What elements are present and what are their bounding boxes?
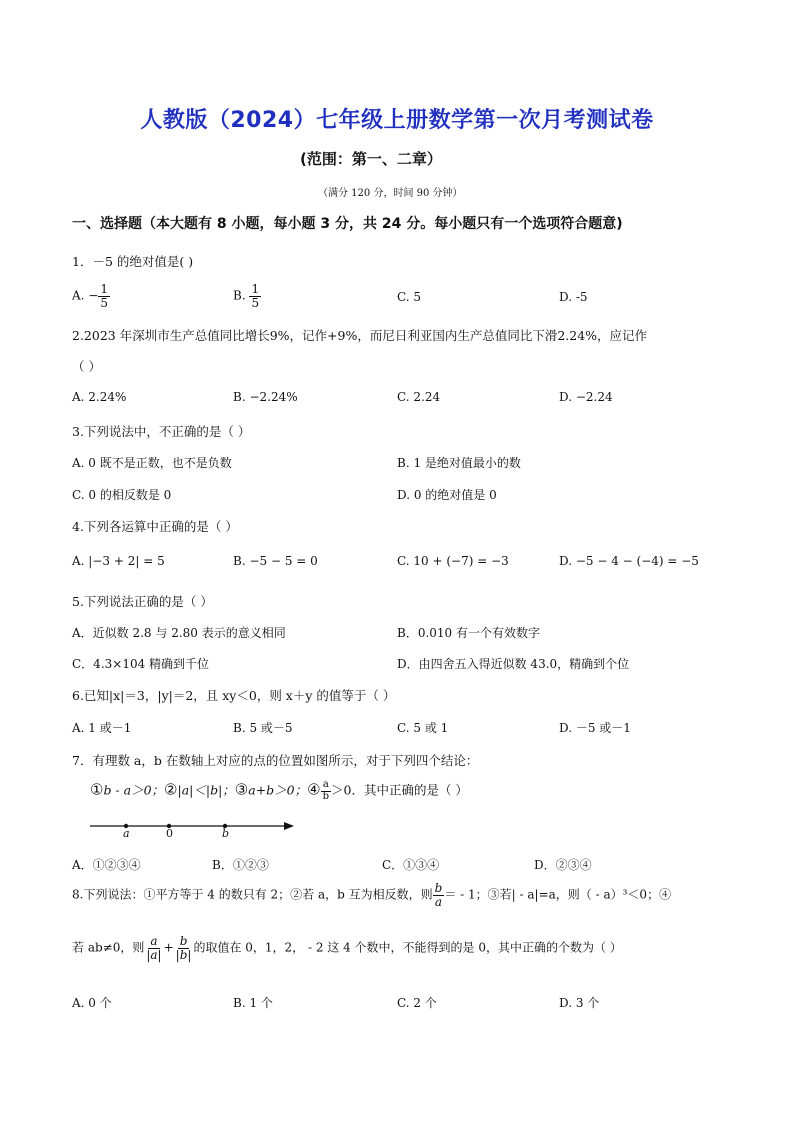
question-1-option-a	[72, 283, 110, 309]
fraction	[144, 935, 163, 961]
numerator: a	[150, 934, 158, 948]
question-8-option-d: D. 3 个	[559, 996, 600, 1010]
conclusion-1: b - a＞0；	[103, 782, 165, 798]
number-line-figure	[88, 815, 303, 845]
fraction	[174, 935, 194, 961]
question-2-option-a: A. 2.24%	[72, 390, 127, 404]
label-a: a	[123, 827, 130, 840]
arrow-head-icon	[284, 822, 294, 830]
conclusion-4: ＞0．其中正确的是（ ）	[331, 782, 468, 798]
question-8-stem-post: ＝ - 1；③若| - a|=a，则（ - a）³＜0；④	[444, 887, 672, 902]
numerator: 1	[100, 282, 109, 296]
question-5-option-a: A．近似数 2.8 与 2.80 表示的意义相同	[72, 626, 286, 640]
circled-3: ③	[234, 780, 249, 799]
question-7-option-d: D．②③④	[534, 858, 592, 872]
question-3-option-c: C. 0 的相反数是 0	[72, 488, 172, 502]
question-3-option-a: A. 0 既不是正数，也不是负数	[72, 456, 232, 470]
question-3-option-b: B. 1 是绝对值最小的数	[397, 456, 521, 470]
question-7-conclusions	[90, 780, 468, 802]
numerator: b	[179, 934, 188, 948]
question-2-option-d: D. −2.24	[559, 390, 613, 404]
circled-4: ④	[307, 780, 321, 799]
question-2-stem: 2.2023 年深圳市生产总值同比增长9%，记作+9%，而尼日利亚国内生产总值同比下滑2.24%，应记作	[72, 328, 648, 343]
question-4-option-a: A. |−3 + 2| = 5	[72, 554, 165, 568]
question-4-option-b: B. −5 − 5 = 0	[233, 554, 318, 568]
question-6-option-c: C. 5 或 1	[397, 721, 449, 735]
page-subtitle: (范围：第一、二章）	[300, 150, 442, 168]
question-8-line-2-post: 的取值在 0，1，2， - 2 这 4 个数中，不能得到的是 0，其中正确的个数为（ ）	[193, 940, 622, 955]
question-2-option-b: B. −2.24%	[233, 390, 298, 404]
question-4-option-c: C. 10 + (−7) = −3	[397, 554, 509, 568]
question-6-option-a: A. 1 或－1	[72, 721, 132, 735]
denominator: |a|	[146, 947, 162, 962]
numerator: b	[434, 881, 443, 895]
circled-2: ②	[164, 780, 178, 799]
numerator: a	[322, 779, 329, 790]
question-3-option-d: D. 0 的绝对值是 0	[397, 488, 497, 502]
denominator: 5	[251, 295, 260, 310]
question-8-option-c: C. 2 个	[397, 996, 437, 1010]
numerator: 1	[251, 282, 260, 296]
question-3-stem: 3.下列说法中，不正确的是（ ）	[72, 424, 251, 439]
question-6-option-d: D. －5 或－1	[559, 721, 631, 735]
conclusion-3: a+b＞0；	[248, 782, 308, 798]
question-7-option-b: B．①②③	[212, 858, 269, 872]
denominator: |b|	[175, 947, 192, 962]
question-7-stem: 7．有理数 a，b 在数轴上对应的点的位置如图所示，对于下列四个结论：	[72, 753, 479, 768]
plus-sign: +	[163, 940, 174, 955]
label-zero: 0	[166, 827, 173, 840]
option-a-label: A.	[72, 288, 85, 303]
fraction	[321, 780, 331, 802]
question-1-stem: 1．－5 的绝对值是( )	[72, 254, 194, 269]
question-8-line-2-pre: 若 ab≠0，则	[72, 940, 145, 955]
section-heading: 一、选择题（本大题有 8 小题，每小题 3 分，共 24 分。每小题只有一个选项符合题意)	[72, 216, 623, 232]
question-5-stem: 5.下列说法正确的是（ ）	[72, 594, 213, 609]
question-6-option-b: B. 5 或－5	[233, 721, 293, 735]
circled-1: ①	[90, 780, 104, 799]
option-b-label: B.	[233, 288, 246, 303]
question-8-line-1	[72, 882, 671, 908]
question-8-line-2	[72, 935, 622, 961]
question-8-option-a: A. 0 个	[72, 996, 112, 1010]
label-b: b	[222, 827, 230, 840]
question-8-option-b: B. 1 个	[233, 996, 273, 1010]
question-8-stem-pre: 8.下列说法：①平方等于 4 的数只有 2；②若 a，b 互为相反数，则	[72, 887, 433, 902]
question-5-option-b: B．0.010 有一个有效数字	[397, 626, 540, 640]
question-4-stem: 4.下列各运算中正确的是（ ）	[72, 519, 238, 534]
question-2-option-c: C. 2.24	[397, 390, 441, 404]
question-4-option-d: D. −5 − 4 − (−4) = −5	[559, 554, 699, 568]
question-6-stem: 6.已知|x|＝3，|y|＝2，且 xy＜0，则 x＋y 的值等于（ ）	[72, 688, 396, 703]
denominator: 5	[100, 295, 109, 310]
fraction	[98, 283, 110, 309]
question-7-option-c: C．①③④	[382, 858, 440, 872]
question-7-option-a: A．①②③④	[72, 858, 141, 872]
question-1-option-d: D. -5	[559, 290, 588, 304]
question-5-option-c: C．4.3×104 精确到千位	[72, 657, 210, 671]
question-2-stem-cont: （ ）	[72, 359, 101, 374]
denominator: b	[322, 790, 329, 802]
fraction	[249, 283, 261, 309]
question-1-option-c: C. 5	[397, 290, 422, 304]
conclusion-2: |a|＜|b|；	[177, 782, 235, 798]
question-5-option-d: D．由四舍五入得近似数 43.0，精确到个位	[397, 657, 630, 671]
score-time-note: （满分 120 分，时间 90 分钟）	[318, 188, 463, 199]
fraction	[433, 882, 445, 908]
page-title: 人教版（2024）七年级上册数学第一次月考测试卷	[140, 108, 654, 133]
minus-sign: −	[88, 288, 99, 303]
question-1-option-b	[233, 283, 261, 309]
denominator: a	[434, 894, 443, 909]
